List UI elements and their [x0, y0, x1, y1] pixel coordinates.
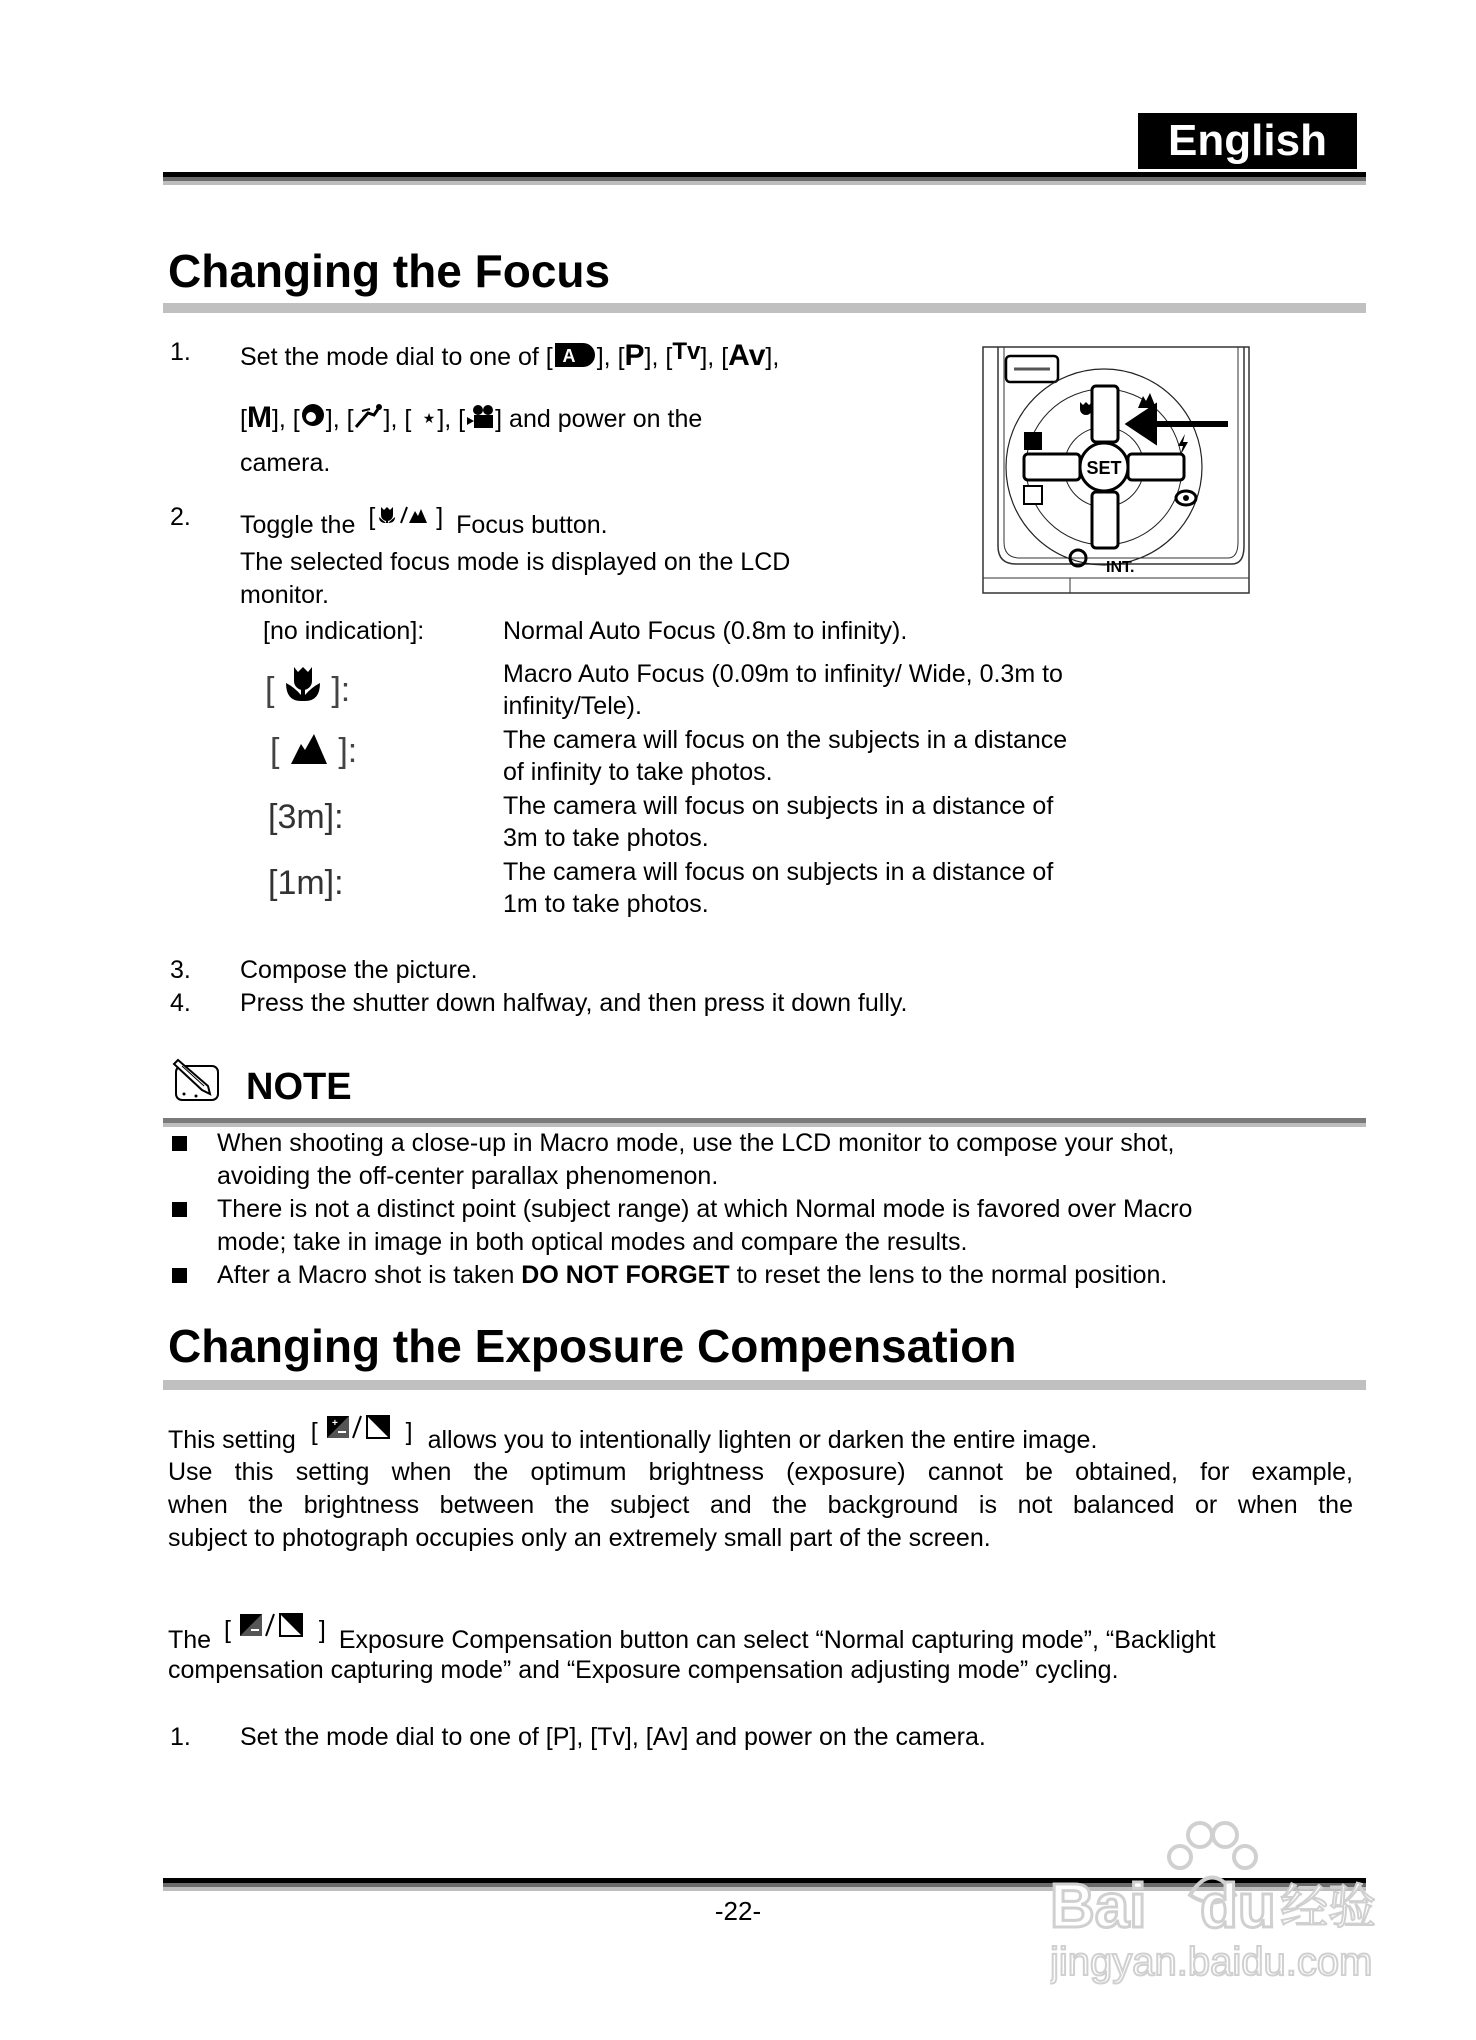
step-1-line-1: Set the mode dial to one of [ A ], [P], [Tv], [Av], — [240, 337, 779, 376]
focus-mode-desc: of infinity to take photos. — [503, 758, 773, 786]
focus-mode-label: [ ]: — [265, 665, 350, 714]
note-bullet-text: avoiding the off-center parallax phenomenon. — [217, 1162, 719, 1190]
page-number: -22- — [714, 1896, 762, 1926]
focus-mode-label: [1m]: — [268, 864, 344, 902]
step-text: Press the shutter down halfway, and then press it down fully. — [240, 989, 908, 1017]
step-number: 3. — [170, 956, 191, 984]
step-number: 2. — [170, 503, 191, 531]
step-text: Set the mode dial to one of — [240, 343, 539, 371]
focus-mode-desc: 1m to take photos. — [503, 890, 709, 918]
shutter-priority-icon: Tv — [672, 338, 701, 365]
auto-mode-icon — [553, 341, 597, 376]
section-title-exposure: Changing the Exposure Compensation — [168, 1320, 1017, 1372]
movie-mode-icon — [465, 403, 495, 438]
section-title-underline — [163, 1380, 1366, 1390]
step-text: Toggle the — [240, 511, 356, 539]
focus-mode-desc: Macro Auto Focus (0.09m to infinity/ Wide, 0.3m to — [503, 660, 1063, 688]
note-icon — [172, 1056, 222, 1107]
note-bullet-text: There is not a distinct point (subject range) at which Normal mode is favored over Macro — [217, 1195, 1193, 1223]
exposure-paragraph-line: subject to photograph occupies only an extremely small part of the screen. — [168, 1524, 991, 1552]
exposure-button-description-line-2: compensation capturing mode” and “Exposure compensation adjusting mode” cycling. — [168, 1656, 1119, 1684]
focus-mode-desc: 3m to take photos. — [503, 824, 709, 852]
infinity-mountain-icon — [289, 732, 329, 775]
note-title: NOTE — [246, 1066, 352, 1108]
macro-icon — [284, 665, 322, 714]
focus-mode-label: [no indication]: — [263, 617, 425, 645]
bullet-marker — [172, 1136, 187, 1151]
section-title-focus: Changing the Focus — [168, 245, 611, 297]
exposure-paragraph-line: Use this setting when the optimum brightness (exposure) cannot be obtained, for example, — [168, 1458, 1353, 1486]
step-text: Focus button. — [456, 511, 608, 539]
portrait-mode-icon — [300, 403, 326, 438]
focus-mode-desc: infinity/Tele). — [503, 692, 642, 720]
note-bullet-text: When shooting a close-up in Macro mode, use the LCD monitor to compose your shot, — [217, 1129, 1175, 1157]
watermark-brand: Bai — [1050, 1872, 1147, 1941]
step-1-line-3: camera. — [240, 449, 331, 477]
step-2-line-1 — [240, 502, 608, 540]
section-title-underline — [163, 303, 1366, 313]
night-mode-icon — [411, 403, 437, 438]
step-text: Compose the picture. — [240, 956, 478, 984]
focus-button-icon: [ ] — [368, 503, 444, 531]
exposure-button-description: The [ ] Exposure Compensation button can select “Normal capturing mode”, “Backlight — [168, 1616, 1216, 1654]
step-number: 1. — [170, 338, 191, 366]
exposure-intro: This setting [ + ] allows you to intentionally lighten or darken the entire image. — [168, 1418, 1098, 1454]
watermark-brand-2: du — [1200, 1872, 1276, 1941]
step-text: Set the mode dial to one of [P], [Tv], [Av] and power on the camera. — [240, 1723, 986, 1751]
note-bullet-text: After a Macro shot is taken DO NOT FORGET to reset the lens to the normal position. — [217, 1261, 1168, 1289]
step-number: 1. — [170, 1723, 191, 1751]
focus-mode-desc: The camera will focus on the subjects in a distance — [503, 726, 1068, 754]
int-label: INT. — [1106, 559, 1135, 576]
header-rule — [163, 172, 1366, 185]
aperture-priority-icon: Av — [728, 339, 766, 372]
exposure-button-icon: [ ] — [224, 1616, 326, 1644]
svg-text:A: A — [562, 346, 576, 366]
do-not-forget-emphasis: DO NOT FORGET — [521, 1261, 730, 1289]
watermark-url: jingyan.baidu.com — [1050, 1940, 1373, 1984]
program-mode-icon: P — [624, 339, 645, 372]
step-1-line-2: [M], [ ], [ ], [ ★ ], [ ] and power on the — [240, 403, 702, 438]
exposure-paragraph-line: when the brightness between the subject and the background is not balanced or when the — [168, 1491, 1353, 1519]
language-badge: English — [1138, 113, 1357, 169]
note-rule — [163, 1118, 1366, 1127]
manual-mode-icon: M — [246, 401, 272, 434]
focus-mode-label: [ ]: — [270, 732, 357, 775]
step-2-desc-line-1: The selected focus mode is displayed on the LCD — [240, 548, 791, 576]
svg-text:★: ★ — [423, 410, 436, 426]
set-button-label: SET — [1086, 458, 1122, 478]
note-bullet-text: mode; take in image in both optical modes and compare the results. — [217, 1228, 968, 1256]
focus-mode-desc: The camera will focus on subjects in a distance of — [503, 792, 1054, 820]
focus-mode-desc: Normal Auto Focus (0.8m to infinity). — [503, 617, 908, 645]
bullet-marker — [172, 1202, 187, 1217]
step-number: 4. — [170, 989, 191, 1017]
camera-control-diagram — [982, 346, 1250, 594]
step-text: and power on the — [509, 405, 703, 433]
svg-text:+: + — [331, 1418, 338, 1429]
focus-mode-label: [3m]: — [268, 798, 344, 836]
watermark-cn: 经验 — [1280, 1879, 1377, 1935]
baidu-watermark — [1050, 1815, 1380, 1985]
focus-mode-desc: The camera will focus on subjects in a distance of — [503, 858, 1054, 886]
exposure-button-icon: [ + ] — [310, 1418, 413, 1446]
bullet-marker — [172, 1268, 187, 1283]
sport-mode-icon — [354, 403, 384, 438]
step-2-desc-line-2: monitor. — [240, 581, 329, 609]
